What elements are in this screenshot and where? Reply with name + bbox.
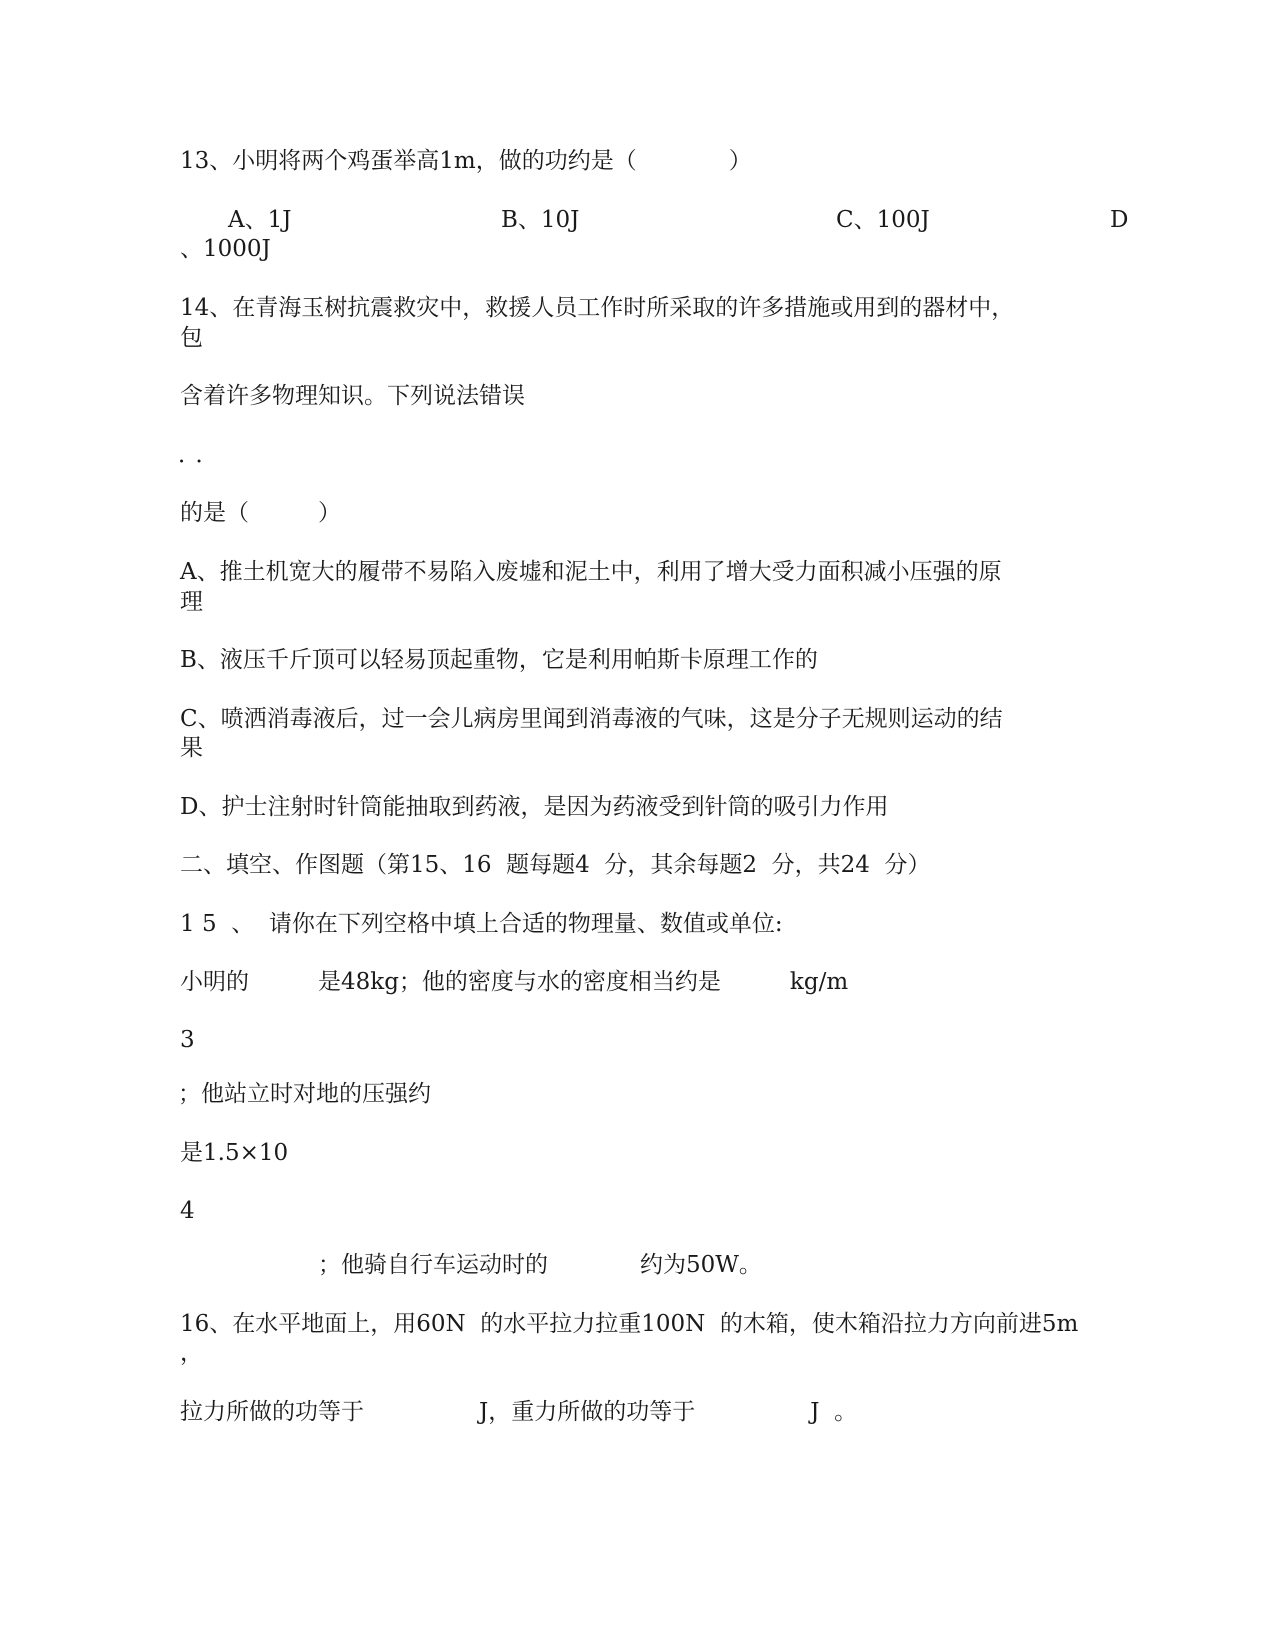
q16-stem-line2: ， [180, 1340, 203, 1366]
q13-option-d-value: 、1000J [180, 236, 271, 262]
q16-stem-line1: 16、在水平地面上，用60N 的水平拉力拉重100N 的木箱，使木箱沿拉力方向前进5m [180, 1311, 1079, 1337]
q14-option-d: D、护士注射时针筒能抽取到药液，是因为药液受到针筒的吸引力作用 [180, 794, 889, 820]
q15-line3: 是1.5×10 [180, 1140, 289, 1166]
q14-stem-line4: 的是（ ） [180, 500, 341, 526]
q15-exponent-3: 3 [180, 1027, 195, 1053]
q14-emphasis-dots: ．． [178, 442, 225, 468]
q13-option-b: B、10J [501, 207, 580, 233]
q14-stem-line3: 含着许多物理知识。下列说法错误 [180, 383, 525, 409]
q13-option-a: A、1J [228, 207, 292, 233]
q14-option-a-line2: 理 [180, 589, 203, 615]
q13-option-c: C、100J [836, 207, 930, 233]
section-heading: 二、填空、作图题（第15、16 题每题4 分，其余每题2 分，共24 分） [180, 852, 931, 878]
q15-line1: 小明的 是48kg；他的密度与水的密度相当约是 kg/m [180, 969, 849, 995]
q15-exponent-4: 4 [180, 1198, 195, 1224]
q14-option-c-line2: 果 [180, 735, 203, 761]
q14-option-a-line1: A、推土机宽大的履带不易陷入废墟和泥土中，利用了增大受力面积减小压强的原 [180, 559, 1002, 585]
q16-stem-line3: 拉力所做的功等于 J，重力所做的功等于 J 。 [180, 1399, 858, 1425]
q14-option-b: B、液压千斤顶可以轻易顶起重物，它是利用帕斯卡原理工作的 [180, 647, 818, 673]
q13-option-d-letter: D [1110, 207, 1129, 233]
q14-stem-line1: 14、在青海玉树抗震救灾中，救援人员工作时所采取的许多措施或用到的器材中， [180, 295, 1015, 321]
q13-stem: 13、小明将两个鸡蛋举高1m，做的功约是（ ） [180, 148, 752, 174]
q15-stem: 1 5 、 请你在下列空格中填上合适的物理量、数值或单位: [180, 911, 783, 937]
q15-line4: ；他骑自行车运动时的 约为50W。 [180, 1252, 762, 1278]
q15-line2: ；他站立时对地的压强约 [178, 1081, 431, 1107]
q14-stem-line2: 包 [180, 325, 203, 351]
q14-option-c-line1: C、喷洒消毒液后，过一会儿病房里闻到消毒液的气味，这是分子无规则运动的结 [180, 706, 1003, 732]
